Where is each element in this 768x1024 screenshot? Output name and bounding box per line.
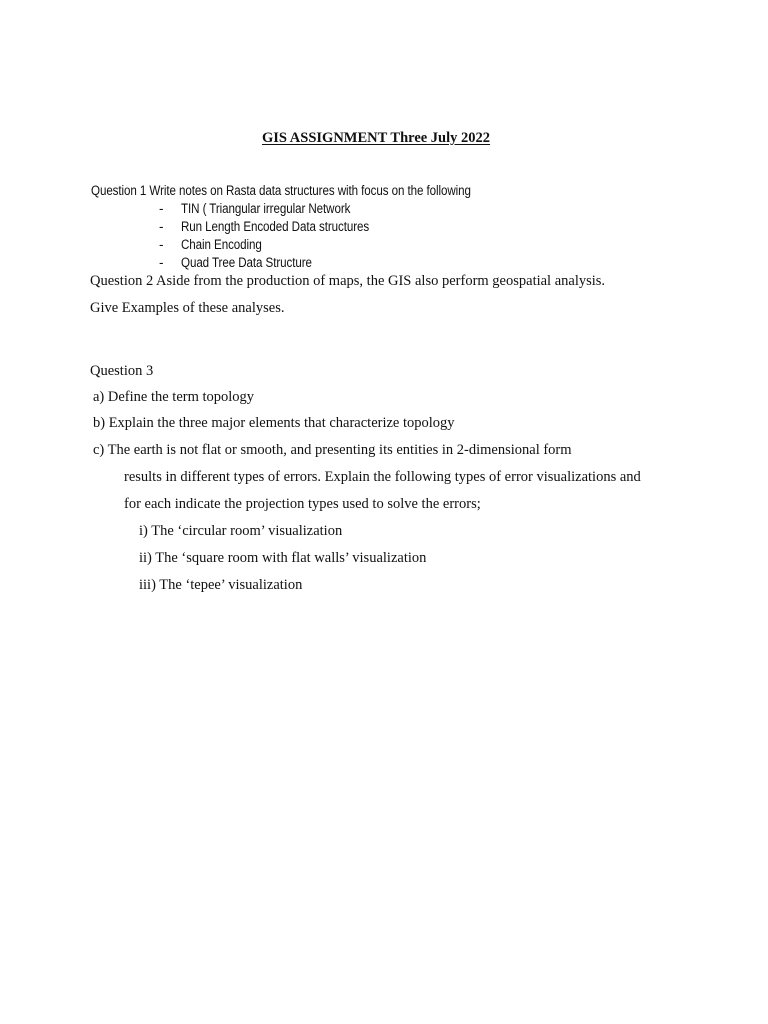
question-3-sub-item-3: iii) The ‘tepee’ visualization xyxy=(139,577,303,593)
question-3-sub-item-2: ii) The ‘square room with flat walls’ visualization xyxy=(139,550,427,566)
bullet-dash: - xyxy=(159,237,164,252)
question-3-part-c-line-1: c) The earth is not flat or smooth, and presenting its entities in 2-dimensional form xyxy=(93,442,572,458)
bullet-dash: - xyxy=(159,201,164,216)
document-title: GIS ASSIGNMENT Three July 2022 xyxy=(262,130,491,146)
question-3-part-c-line-3: for each indicate the projection types used to solve the errors; xyxy=(124,496,481,512)
question-2-line-1: Question 2 Aside from the production of maps, the GIS also perform geospatial analysis. xyxy=(90,273,606,289)
list-item: TIN ( Triangular irregular Network xyxy=(181,201,351,216)
bullet-dash: - xyxy=(159,219,164,234)
bullet-dash: - xyxy=(159,255,164,270)
question-3-part-c-line-2: results in different types of errors. Explain the following types of error visualizations and xyxy=(124,469,641,485)
question-3-part-a: a) Define the term topology xyxy=(93,389,255,405)
question-1-heading: Question 1 Write notes on Rasta data structures with focus on the following xyxy=(91,183,471,198)
question-3-part-b: b) Explain the three major elements that characterize topology xyxy=(93,415,455,431)
question-3-heading: Question 3 xyxy=(90,363,154,379)
question-2-line-2: Give Examples of these analyses. xyxy=(90,300,285,316)
list-item: Quad Tree Data Structure xyxy=(181,255,312,270)
list-item: Run Length Encoded Data structures xyxy=(181,219,370,234)
list-item: Chain Encoding xyxy=(181,237,262,252)
question-3-sub-item-1: i) The ‘circular room’ visualization xyxy=(139,523,343,539)
